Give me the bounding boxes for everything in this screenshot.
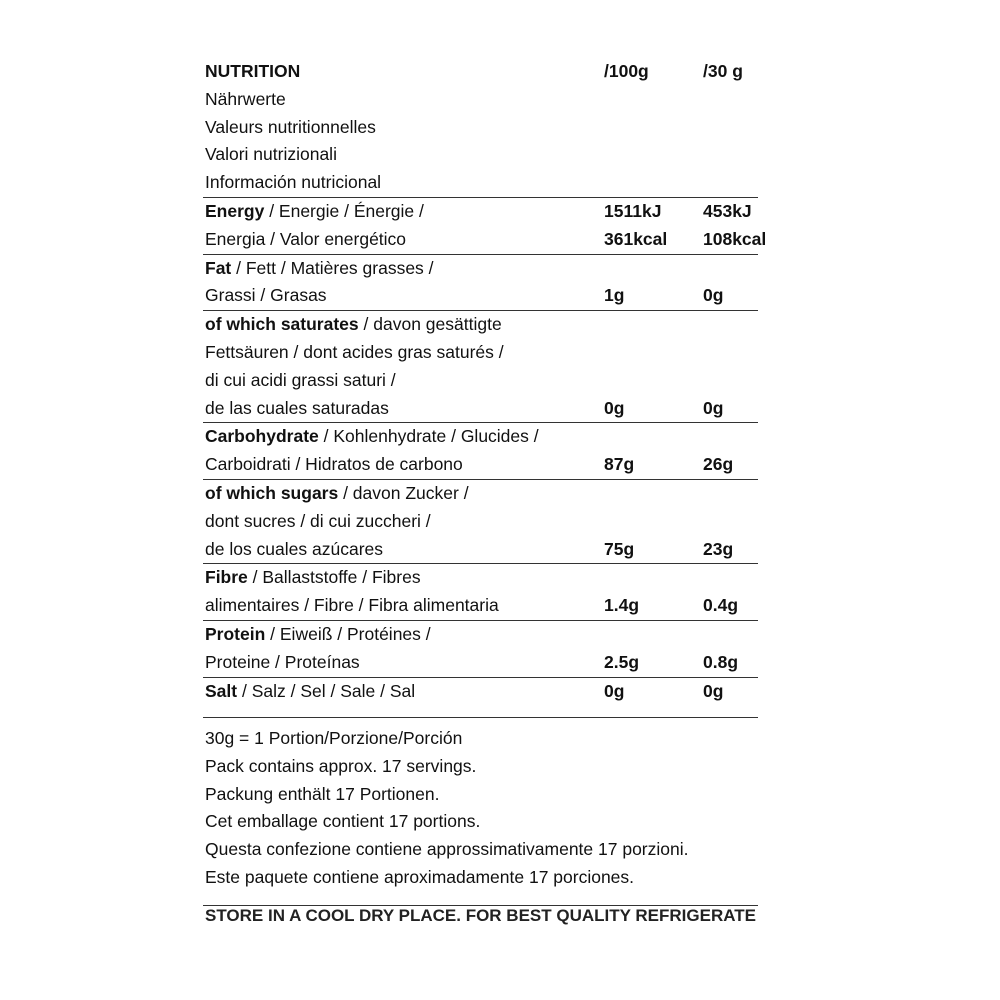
nutrient-row-carbohydrate: Carbohydrate / Kohlenhydrate / Glucides / Carboidrati / Hidratos de carbono 87g 26g: [203, 423, 758, 479]
value-100g: 361kcal: [604, 228, 668, 249]
title-translation: Valeurs nutritionnelles: [205, 116, 376, 137]
serving-line: 30g = 1 Portion/Porzione/Porción: [205, 728, 463, 748]
value-100g: 0g: [604, 680, 625, 701]
table-header: [203, 58, 758, 86]
value-100g: 0g: [604, 397, 625, 418]
nutrient-row-fibre: Fibre / Ballaststoffe / Fibres alimentaires / Fibre / Fibra alimentaria 1.4g 0.4g: [203, 564, 758, 620]
serving-line: Pack contains approx. 17 servings.: [205, 755, 477, 776]
value-30g: 0.8g: [703, 651, 739, 672]
nutrient-name: Salt: [205, 680, 238, 701]
value-30g: 23g: [703, 538, 734, 559]
value-100g: 1.4g: [604, 595, 640, 616]
nutrient-name: Protein: [205, 623, 266, 644]
nutrient-row-salt: Salt / Salz / Sel / Sale / Sal 0g 0g: [203, 678, 758, 706]
serving-line: Este paquete contiene aproximadamente 17 porciones.: [205, 866, 635, 887]
value-30g: 453kJ: [703, 200, 752, 221]
value-30g: 0g: [703, 397, 724, 418]
value-100g: 87g: [604, 454, 635, 475]
serving-line: Questa confezione contiene approssimativamente 17 porzioni.: [205, 839, 689, 860]
nutrient-name: Fat: [205, 257, 232, 278]
per-30g-header: /30 g: [703, 61, 743, 81]
nutrient-row-energy: Energy / Energie / Énergie / 1511kJ 453kJ Energia / Valor energético 361kcal 108kcal: [203, 198, 758, 254]
per-100g-header: /100g: [604, 61, 649, 81]
value-30g: 108kcal: [703, 228, 767, 249]
nutrient-name: of which sugars: [205, 482, 339, 503]
value-100g: 2.5g: [604, 651, 640, 672]
value-30g: 0g: [703, 680, 724, 701]
nutrient-row-protein: Protein / Eiweiß / Protéines / Proteine / Proteínas 2.5g 0.8g: [203, 621, 758, 677]
serving-info: [203, 725, 758, 892]
serving-line: Cet emballage contient 17 portions.: [205, 811, 481, 832]
divider: [203, 717, 758, 718]
title-translation: Información nutricional: [205, 172, 382, 193]
nutrient-name: of which saturates: [205, 314, 359, 335]
storage-instructions-cutoff: STORE IN A COOL DRY PLACE. FOR BEST QUALITY REFRIGERATE: [205, 906, 756, 925]
title-translation: Valori nutrizionali: [205, 144, 337, 165]
value-30g: 26g: [703, 454, 734, 475]
nutrient-name: Fibre: [205, 567, 248, 588]
table-title: NUTRITION: [205, 61, 301, 81]
value-30g: 0.4g: [703, 595, 739, 616]
serving-line: Packung enthält 17 Portionen.: [205, 783, 440, 804]
nutrient-row-sugars: of which sugars / davon Zucker / dont sucres / di cui zuccheri / de los cuales azúcares 75g 23g: [203, 480, 758, 563]
nutrient-name: Energy: [205, 200, 265, 221]
value-100g: 1g: [604, 285, 625, 306]
value-100g: 75g: [604, 538, 635, 559]
nutrition-table: [203, 58, 767, 718]
title-translation: Nährwerte: [205, 88, 286, 109]
value-30g: 0g: [703, 285, 724, 306]
nutrient-name: Carbohydrate: [205, 426, 319, 447]
nutrient-row-saturates: of which saturates / davon gesättigte Fettsäuren / dont acides gras saturés / di cui acidi grassi saturi / de las cuales saturadas 0g 0g: [203, 311, 758, 422]
value-100g: 1511kJ: [604, 200, 662, 221]
nutrient-row-fat: Fat / Fett / Matières grasses / Grassi / Grasas 1g 0g: [203, 255, 758, 311]
